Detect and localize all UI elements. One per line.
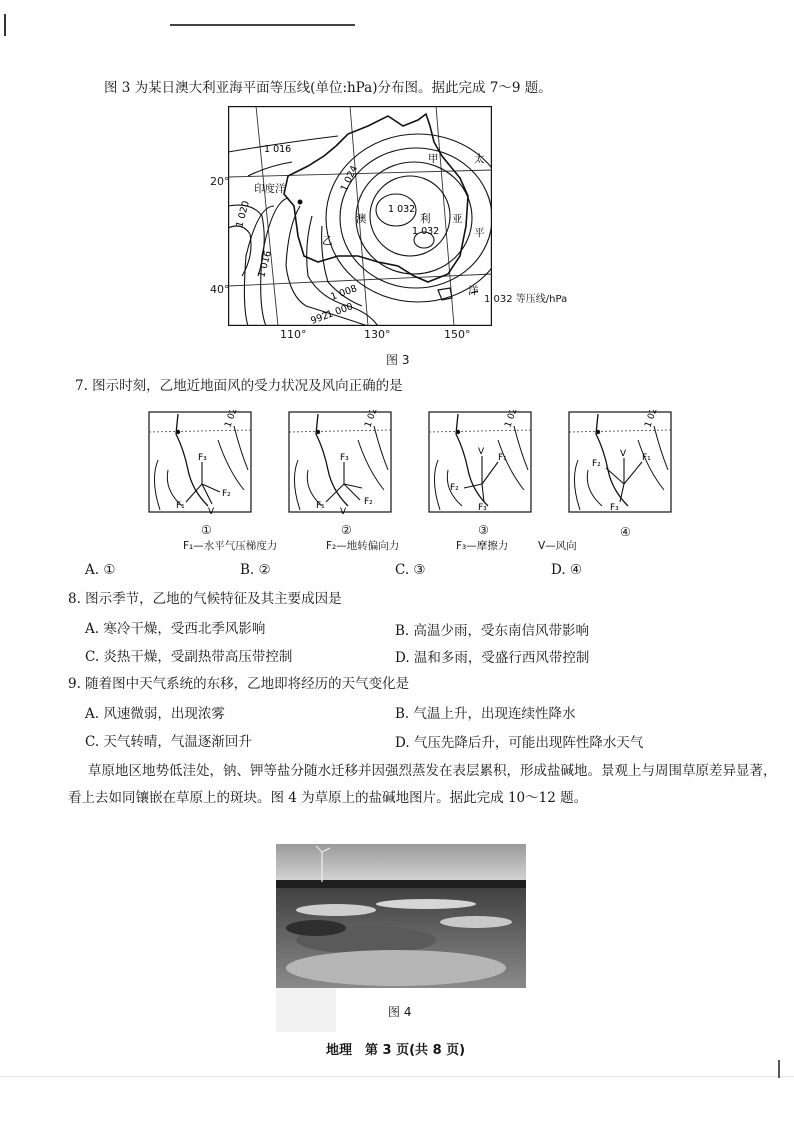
panel-4-f2: F₂ (592, 459, 601, 469)
svg-text:1 024: 1 024 (223, 410, 242, 430)
intro-q7-9: 图 3 为某日澳大利亚海平面等压线(单位:hPa)分布图。据此完成 7～9 题。 (104, 80, 552, 96)
isobar-label-1008: 1 008 (329, 283, 359, 303)
label-yang: 洋 (468, 285, 479, 297)
svg-text:1 024: 1 024 (363, 410, 382, 430)
lat-label-20: 20° (210, 175, 230, 188)
lon-label-110: 110° (280, 328, 307, 341)
q8-option-a[interactable]: A. 寒冷干燥，受西北季风影响 (85, 621, 266, 637)
panel-2-f2: F₂ (364, 497, 373, 507)
isobar-label-1032b: 1 032 (412, 226, 440, 237)
panel-3-number: ③ (478, 523, 489, 537)
isobar-label-1016: 1 016 (264, 144, 292, 155)
bottom-rule (0, 1076, 794, 1077)
label-yi: 乙 (322, 235, 333, 247)
panel-1-v: V (208, 507, 215, 517)
q8-option-d[interactable]: D. 温和多雨，受盛行西风带控制 (395, 650, 590, 666)
q9-option-c[interactable]: C. 天气转晴，气温逐渐回升 (85, 734, 252, 750)
legend-f2: F₂—地转偏向力 (326, 540, 400, 552)
label-ya: 亚 (452, 213, 463, 225)
label-tai: 太 (474, 153, 485, 165)
question-8-stem: 8. 图示季节，乙地的气候特征及其主要成因是 (68, 591, 342, 607)
panel-3-f2: F₂ (450, 483, 459, 493)
q9-option-a[interactable]: A. 风速微弱，出现浓雾 (85, 706, 225, 722)
svg-text:1 024: 1 024 (643, 410, 662, 430)
q7-option-d[interactable]: D. ④ (551, 562, 583, 578)
panel-3-f3: F₃ (478, 503, 487, 513)
point-yi-marker (298, 200, 303, 205)
figure-4-photo (276, 844, 526, 988)
question-7-stem: 7. 图示时刻，乙地近地面风的受力状况及风向正确的是 (75, 378, 403, 394)
right-edge-mark (778, 1060, 780, 1078)
figure-3-caption: 图 3 (386, 353, 410, 367)
top-rule-left (4, 14, 6, 36)
isobar-label-1024: 1 024 (338, 163, 361, 194)
q9-option-d[interactable]: D. 气压先降后升，可能出现阵性降水天气 (395, 735, 644, 751)
panel-2 (289, 410, 391, 517)
page-footer: 地理 第 3 页(共 8 页) (326, 1043, 466, 1058)
question-9-stem: 9. 随着图中天气系统的东移，乙地即将经历的天气变化是 (68, 676, 410, 692)
saline-land-photo (276, 844, 526, 988)
panel-1-number: ① (201, 523, 212, 537)
lon-label-150: 150° (444, 328, 471, 341)
panel-4-number: ④ (620, 525, 631, 539)
legend-f3: F₃—摩擦力 (456, 540, 509, 552)
legend-v: V—风向 (538, 540, 577, 552)
isobar-label-1020: 1 020 (234, 199, 252, 229)
isobar-map (228, 106, 492, 326)
photo-bottom-strip (276, 988, 336, 1032)
label-li: 利 (420, 213, 431, 225)
panel-4 (569, 410, 671, 513)
panel-3-v: V (478, 447, 485, 457)
panel-1-f3: F₃ (198, 453, 207, 463)
lat-label-40: 40° (210, 283, 230, 296)
q8-option-b[interactable]: B. 高温少雨，受东南信风带影响 (395, 623, 590, 639)
label-ping: 平 (474, 227, 485, 239)
panel-2-v: V (340, 507, 347, 517)
q7-option-b[interactable]: B. ② (240, 562, 271, 578)
figure-3-map (228, 106, 492, 326)
isobar-label-992: 992 (309, 310, 331, 326)
isobar-label-1016b: 1 016 (256, 249, 274, 279)
label-jia: 甲 (428, 153, 439, 165)
panel-2-f3: F₃ (340, 453, 349, 463)
q7-option-c[interactable]: C. ③ (395, 562, 426, 578)
label-ao: 澳 (356, 213, 367, 225)
svg-text:1 024: 1 024 (503, 410, 522, 430)
q7-option-a[interactable]: A. ① (85, 562, 116, 578)
q9-option-b[interactable]: B. 气温上升，出现连续性降水 (395, 706, 576, 722)
q7-panels (148, 410, 678, 518)
lon-label-130: 130° (364, 328, 391, 341)
panel-3-f1: F₁ (498, 453, 507, 463)
figure-4-caption: 图 4 (388, 1005, 412, 1019)
isobar-label-1000: 1 000 (325, 301, 355, 321)
panel-4-v: V (620, 449, 627, 459)
q8-option-c[interactable]: C. 炎热干燥，受副热带高压带控制 (85, 649, 293, 665)
isobar-legend: 1 032 等压线/hPa (484, 294, 568, 305)
panel-4-f3: F₃ (610, 503, 619, 513)
panel-3 (429, 410, 531, 513)
panel-1 (149, 410, 251, 517)
label-indian-ocean: 印度洋 (254, 183, 286, 195)
q7-force-diagrams (148, 410, 678, 518)
legend-f1: F₁—水平气压梯度力 (183, 540, 278, 552)
panel-2-number: ② (341, 523, 352, 537)
panel-1-f2: F₂ (222, 489, 231, 499)
panel-2-f1: F₁ (316, 501, 325, 511)
panel-1-f1: F₁ (176, 501, 185, 511)
intro-q10-12: 草原地区地势低洼处，钠、钾等盐分随水迁移并因强烈蒸发在表层累积，形成盐碱地。景观上与周围草原差异显著，看上去如同镶嵌在草原上的斑块。图 4 为草原上的盐碱地图片。据此完成 10～12 题。 (68, 763, 777, 806)
panel-4-f1: F₁ (642, 453, 651, 463)
top-rule (170, 24, 355, 26)
isobar-label-1032a: 1 032 (388, 204, 416, 215)
